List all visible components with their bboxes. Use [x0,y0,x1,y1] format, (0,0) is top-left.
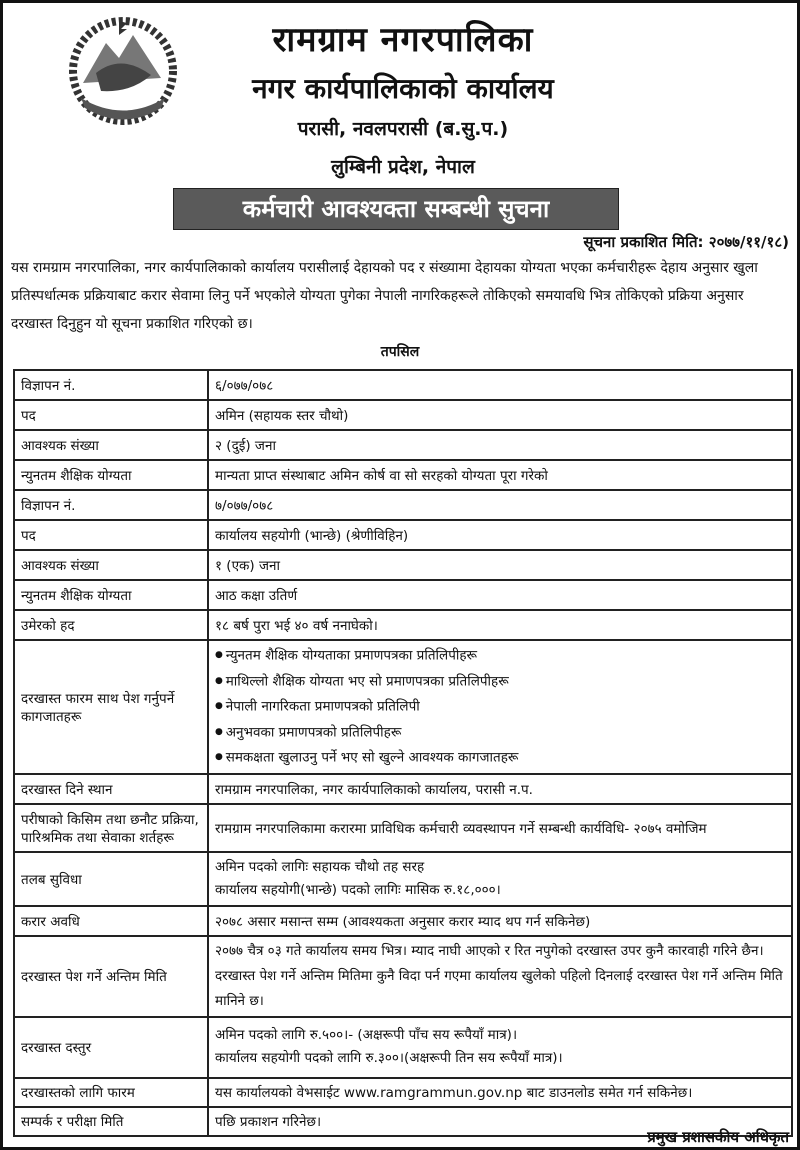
row-label: आवश्यक संख्या [14,550,208,580]
published-date: सूचना प्रकाशित मिति: २०७७/११/१८) [583,233,789,251]
table-row [14,430,792,460]
municipality-name: रामग्राम नगरपालिका [272,20,534,60]
row-label: परीषाको किसिम तथा छनौट प्रक्रिया, पारिश्रमिक तथा सेवाका शर्तहरू [14,804,208,852]
row-value: २०७८ असार मसान्त सम्म (आवश्यकता अनुसार करार म्याद थप गर्न सकिनेछ) [208,906,792,936]
table-row [14,460,792,490]
table-row [14,490,792,520]
list-item: ● माथिल्लो शैक्षिक योग्यता भए सो प्रमाणपत्रका प्रतिलिपीहरू [215,669,785,695]
intro-paragraph: यस रामग्राम नगरपालिका, नगर कार्यपालिकाको कार्यालय परासीलाई देहायको पद र संख्यामा देहायका योग्यता भएका कर्मचारीहरू देहाय अनुसार खुला प्रतिस्पर्धात्मक प्रक्रियाबाट करार सेवामा लिनु पर्ने भएकोले योग्यता पुगेका नेपाली नागरिकहरूले तोकिएको समयावधि भित्र तोकिएको प्रक्रिया अनुसार दरखास्त दिनुहुन यो सूचना प्रकाशित गरिएको छ। [11,260,758,332]
row-label: दरखास्त फारम साथ पेश गर्नुपर्ने कागजातहरू [14,640,208,774]
table-title: तपसिल [380,344,420,360]
row-value: मान्यता प्राप्त संस्थाबाट अमिन कोर्ष वा सो सरहको योग्यता पूरा गरेको [208,460,792,490]
table-row [14,1017,792,1078]
row-label: दरखास्त पेश गर्ने अन्तिम मिति [14,936,208,1017]
row-label: विज्ञापन नं. [14,490,208,520]
row-label: उमेरको हद [14,610,208,640]
row-label: विज्ञापन नं. [14,370,208,400]
fee-line: अमिन पदको लागि रु.५००।- (अक्षरूपी पाँच सय रूपैयाँ मात्र)। [215,1027,518,1043]
row-value: १८ बर्ष पुरा भई ४० वर्ष ननाघेको। [208,610,792,640]
row-label: न्युनतम शैक्षिक योग्यता [14,580,208,610]
table-row [14,640,792,774]
nepal-emblem-logo [61,13,186,125]
row-label: तलब सुविधा [14,852,208,906]
salary-line: अमिन पदको लागिः सहायक चौथो तह सरह [215,858,425,875]
row-value: कार्यालय सहयोगी (भान्छे) (श्रेणीविहिन) [208,520,792,550]
table-row [14,550,792,580]
fee-cell [208,1017,792,1078]
province: लुम्बिनी प्रदेश, नेपाल [331,156,475,178]
documents-list-cell [208,640,792,774]
table-row [14,852,792,906]
details-table [13,369,793,1137]
office-address: परासी, नवलपरासी (ब.सु.प.) [297,118,509,140]
row-label: दरखास्त दिने स्थान [14,774,208,804]
list-item: ● नेपाली नागरिकता प्रमाणपत्रको प्रतिलिपी [215,694,785,720]
salary-cell [208,852,792,906]
fee-line: कार्यालय सहयोगी पदको लागि रु.३००।(अक्षरूपी तिन सय रूपैयाँ मात्र)। [215,1050,563,1066]
row-value: रामग्राम नगरपालिका, नगर कार्यपालिकाको कार्यालय, परासी न.प. [208,774,792,804]
table-row [14,370,792,400]
row-label: पद [14,400,208,430]
row-label: सम्पर्क र परीक्षा मिति [14,1107,208,1136]
row-label: करार अवधि [14,906,208,936]
list-item: ● समकक्षता खुलाउनु पर्ने भए सो खुल्ने आवश्यक कागजातहरू [215,745,785,771]
row-value: ६/०७७/०७८ [208,370,792,400]
row-value: अमिन (सहायक स्तर चौथो) [208,400,792,430]
row-label: दरखास्तको लागि फारम [14,1078,208,1107]
row-label: आवश्यक संख्या [14,430,208,460]
row-label: पद [14,520,208,550]
table-row [14,936,792,1017]
row-value: रामग्राम नगरपालिकामा करारमा प्राविधिक कर्मचारी व्यवस्थापन गर्ने सम्बन्धी कार्यविधि- २०७५ वमोजिम [208,804,792,852]
row-label: दरखास्त दस्तुर [14,1017,208,1078]
table-row [14,580,792,610]
list-item: ● अनुभवका प्रमाणपत्रको प्रतिलिपीहरू [215,720,785,746]
table-row [14,520,792,550]
row-value: २०७७ चैत्र ०३ गते कार्यालय समय भित्र। म्याद नाघी आएको र रित नपुगेको दरखास्त उपर कुनै कारवाही गरिने छैन। दरखास्त पेश गर्ने अन्तिम मितिमा कुनै विदा पर्न गएमा कार्यालय खुलेको पहिलो दिनलाई दरखास्त पेश गर्ने अन्तिम मिति मानिने छ। [208,936,792,1017]
table-row [14,774,792,804]
office-name: नगर कार्यपालिकाको कार्यालय [252,72,554,105]
row-value: ७/०७७/०७८ [208,490,792,520]
documents-list [215,643,785,771]
table-row [14,400,792,430]
salary-line: कार्यालय सहयोगी(भान्छे) पदको लागिः मासिक रु.१८,०००। [215,881,501,898]
row-value: यस कार्यालयको वेभसाईट www.ramgrammun.gov.np बाट डाउनलोड समेत गर्न सकिनेछ। [208,1078,792,1107]
table-row [14,610,792,640]
table-row [14,1078,792,1107]
row-value: २ (दुई) जना [208,430,792,460]
row-label: न्युनतम शैक्षिक योग्यता [14,460,208,490]
row-value: आठ कक्षा उतिर्ण [208,580,792,610]
row-value: १ (एक) जना [208,550,792,580]
notice-title: कर्मचारी आवश्यक्ता सम्बन्धी सुचना [173,188,619,230]
row-value: पछि प्रकाशन गरिनेछ। [208,1107,792,1136]
list-item: ● न्युनतम शैक्षिक योग्यताका प्रमाणपत्रका प्रतिलिपीहरू [215,643,785,669]
table-row [14,804,792,852]
table-row [14,906,792,936]
signature-title: प्रमुख प्रशासकीय अधिकृत [647,1128,789,1146]
